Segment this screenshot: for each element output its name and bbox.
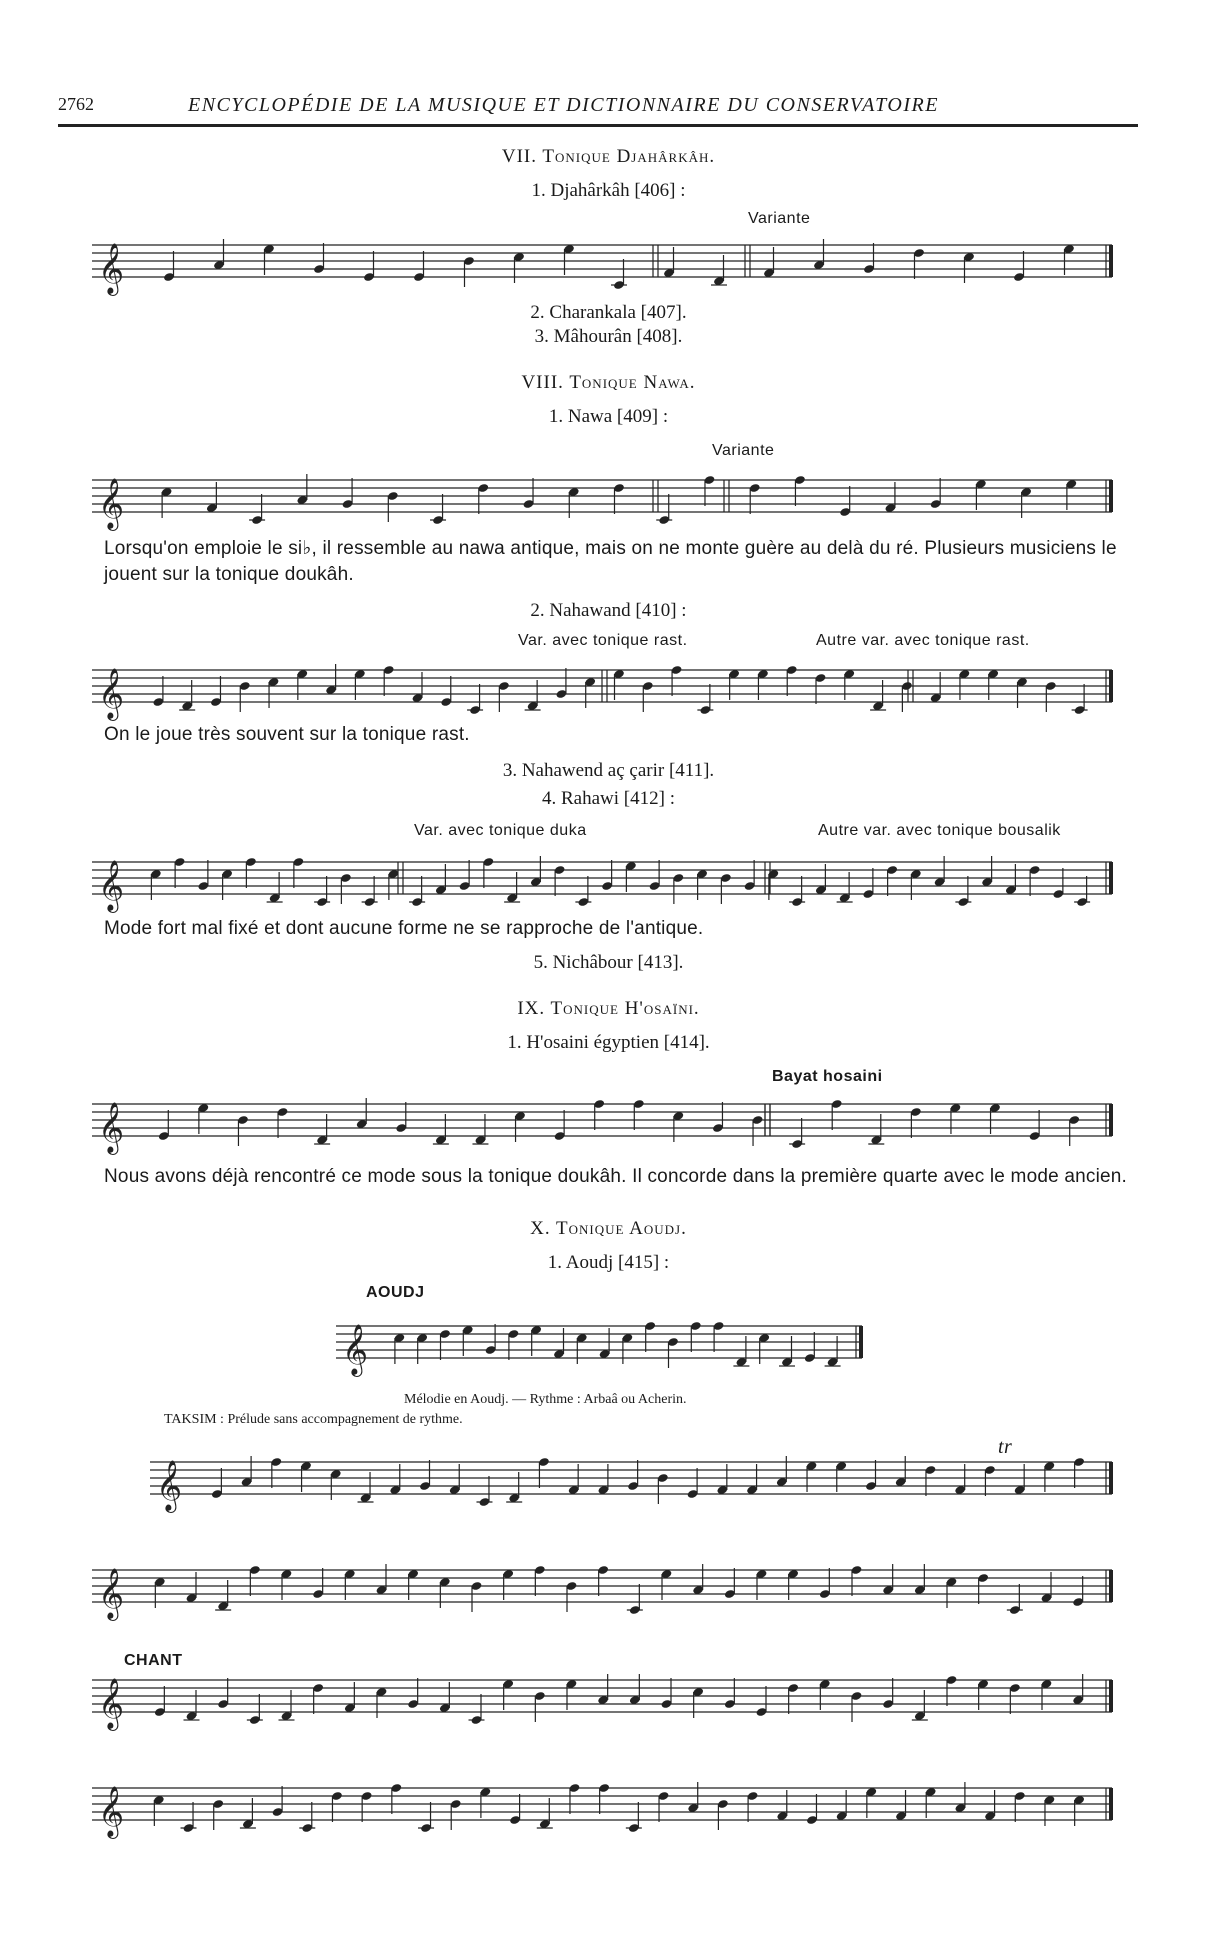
staff-djaharkah [92,225,1112,295]
section-ix-title: IX. Tonique H'osaïni. [517,998,700,1019]
staff-chant-1 [92,1660,1112,1740]
treble-clef-icon: 𝄞 [98,668,125,719]
page-number: 2762 [58,94,94,114]
treble-clef-icon: 𝄞 [156,1460,183,1511]
variante-label-2: Variante [712,442,775,459]
treble-clef-icon: 𝄞 [98,1102,125,1153]
autre-var-tonique-bousalik: Autre var. avec tonique bousalik [818,822,1061,839]
treble-clef-icon: 𝄞 [98,1568,125,1619]
paragraph-rahawi: Mode fort mal fixé et dont aucune forme ne se rapproche de l'antique. [104,918,704,939]
section-viii-title: VIII. Tonique Nawa. [521,372,696,393]
header-rule [58,124,1138,127]
section-vii-title: VII. Tonique Djahârkâh. [501,146,716,167]
aoudj-caption: Mélodie en Aoudj. — Rythme : Arbaâ ou Acherin. [404,1392,687,1407]
staff-taksim-1 [150,1442,1112,1522]
mode-nahawand: 2. Nahawand [410] : [530,600,687,621]
var-tonique-rast: Var. avec tonique rast. [518,632,688,649]
aoudj-label: AOUDJ [366,1284,425,1301]
page-header [58,94,1138,122]
chant-label: CHANT [124,1652,183,1669]
variante-label-1: Variante [748,210,811,227]
staff-nahawand [92,650,1112,720]
paragraph-nahawand: On le joue très souvent sur la tonique rast. [104,724,470,745]
bayat-hosaini-label: Bayat hosaini [772,1068,883,1085]
treble-clef-icon: 𝄞 [98,1678,125,1729]
treble-clef-icon: 𝄞 [98,860,125,911]
mode-nawa: 1. Nawa [409] : [548,406,669,427]
mode-nichabour: 5. Nichâbour [413]. [533,952,684,973]
paragraph-nawa: Lorsqu'on emploie le si♭, il ressemble au nawa antique, mais on ne monte guère au delà du ré. Plusieurs musiciens le jouent sur la tonique doukâh. [104,538,1117,585]
treble-clef-icon: 𝄞 [342,1324,369,1375]
mode-nahawend-ac-carir: 3. Nahawend aç çarir [411]. [502,760,715,781]
mode-djaharkah: 1. Djahârkâh [406] : [531,180,686,201]
staff-taksim-2 [92,1550,1112,1630]
staff-aoudj [336,1306,862,1376]
mode-charankala: 2. Charankala [407]. [530,302,687,323]
treble-clef-icon: 𝄞 [98,478,125,529]
treble-clef-icon: 𝄞 [98,243,125,294]
mode-rahawi: 4. Rahawi [412] : [542,788,675,809]
staff-rahawi [92,842,1112,912]
mode-aoudj: 1. Aoudj [415] : [547,1252,670,1273]
running-title: ENCYCLOPÉDIE DE LA MUSIQUE ET DICTIONNAIRE DU CONSERVATOIRE [188,94,939,116]
taksim-label: TAKSIM : Prélude sans accompagnement de rythme. [164,1412,463,1427]
paragraph-hosaini: Nous avons déjà rencontré ce mode sous la tonique doukâh. Il concorde dans la première quarte avec le mode ancien. [104,1166,1128,1187]
var-tonique-duka: Var. avec tonique duka [414,822,587,839]
staff-chant-2 [92,1768,1112,1848]
mode-hosaini-egyptien: 1. H'osaini égyptien [414]. [507,1032,710,1053]
autre-var-tonique-rast: Autre var. avec tonique rast. [816,632,1030,649]
staff-nawa [92,460,1112,530]
trill-mark: tr [998,1436,1013,1458]
mode-mahouran: 3. Mâhourân [408]. [534,326,683,347]
section-x-title: X. Tonique Aoudj. [530,1218,687,1239]
staff-hosaini [92,1084,1112,1154]
treble-clef-icon: 𝄞 [98,1786,125,1837]
